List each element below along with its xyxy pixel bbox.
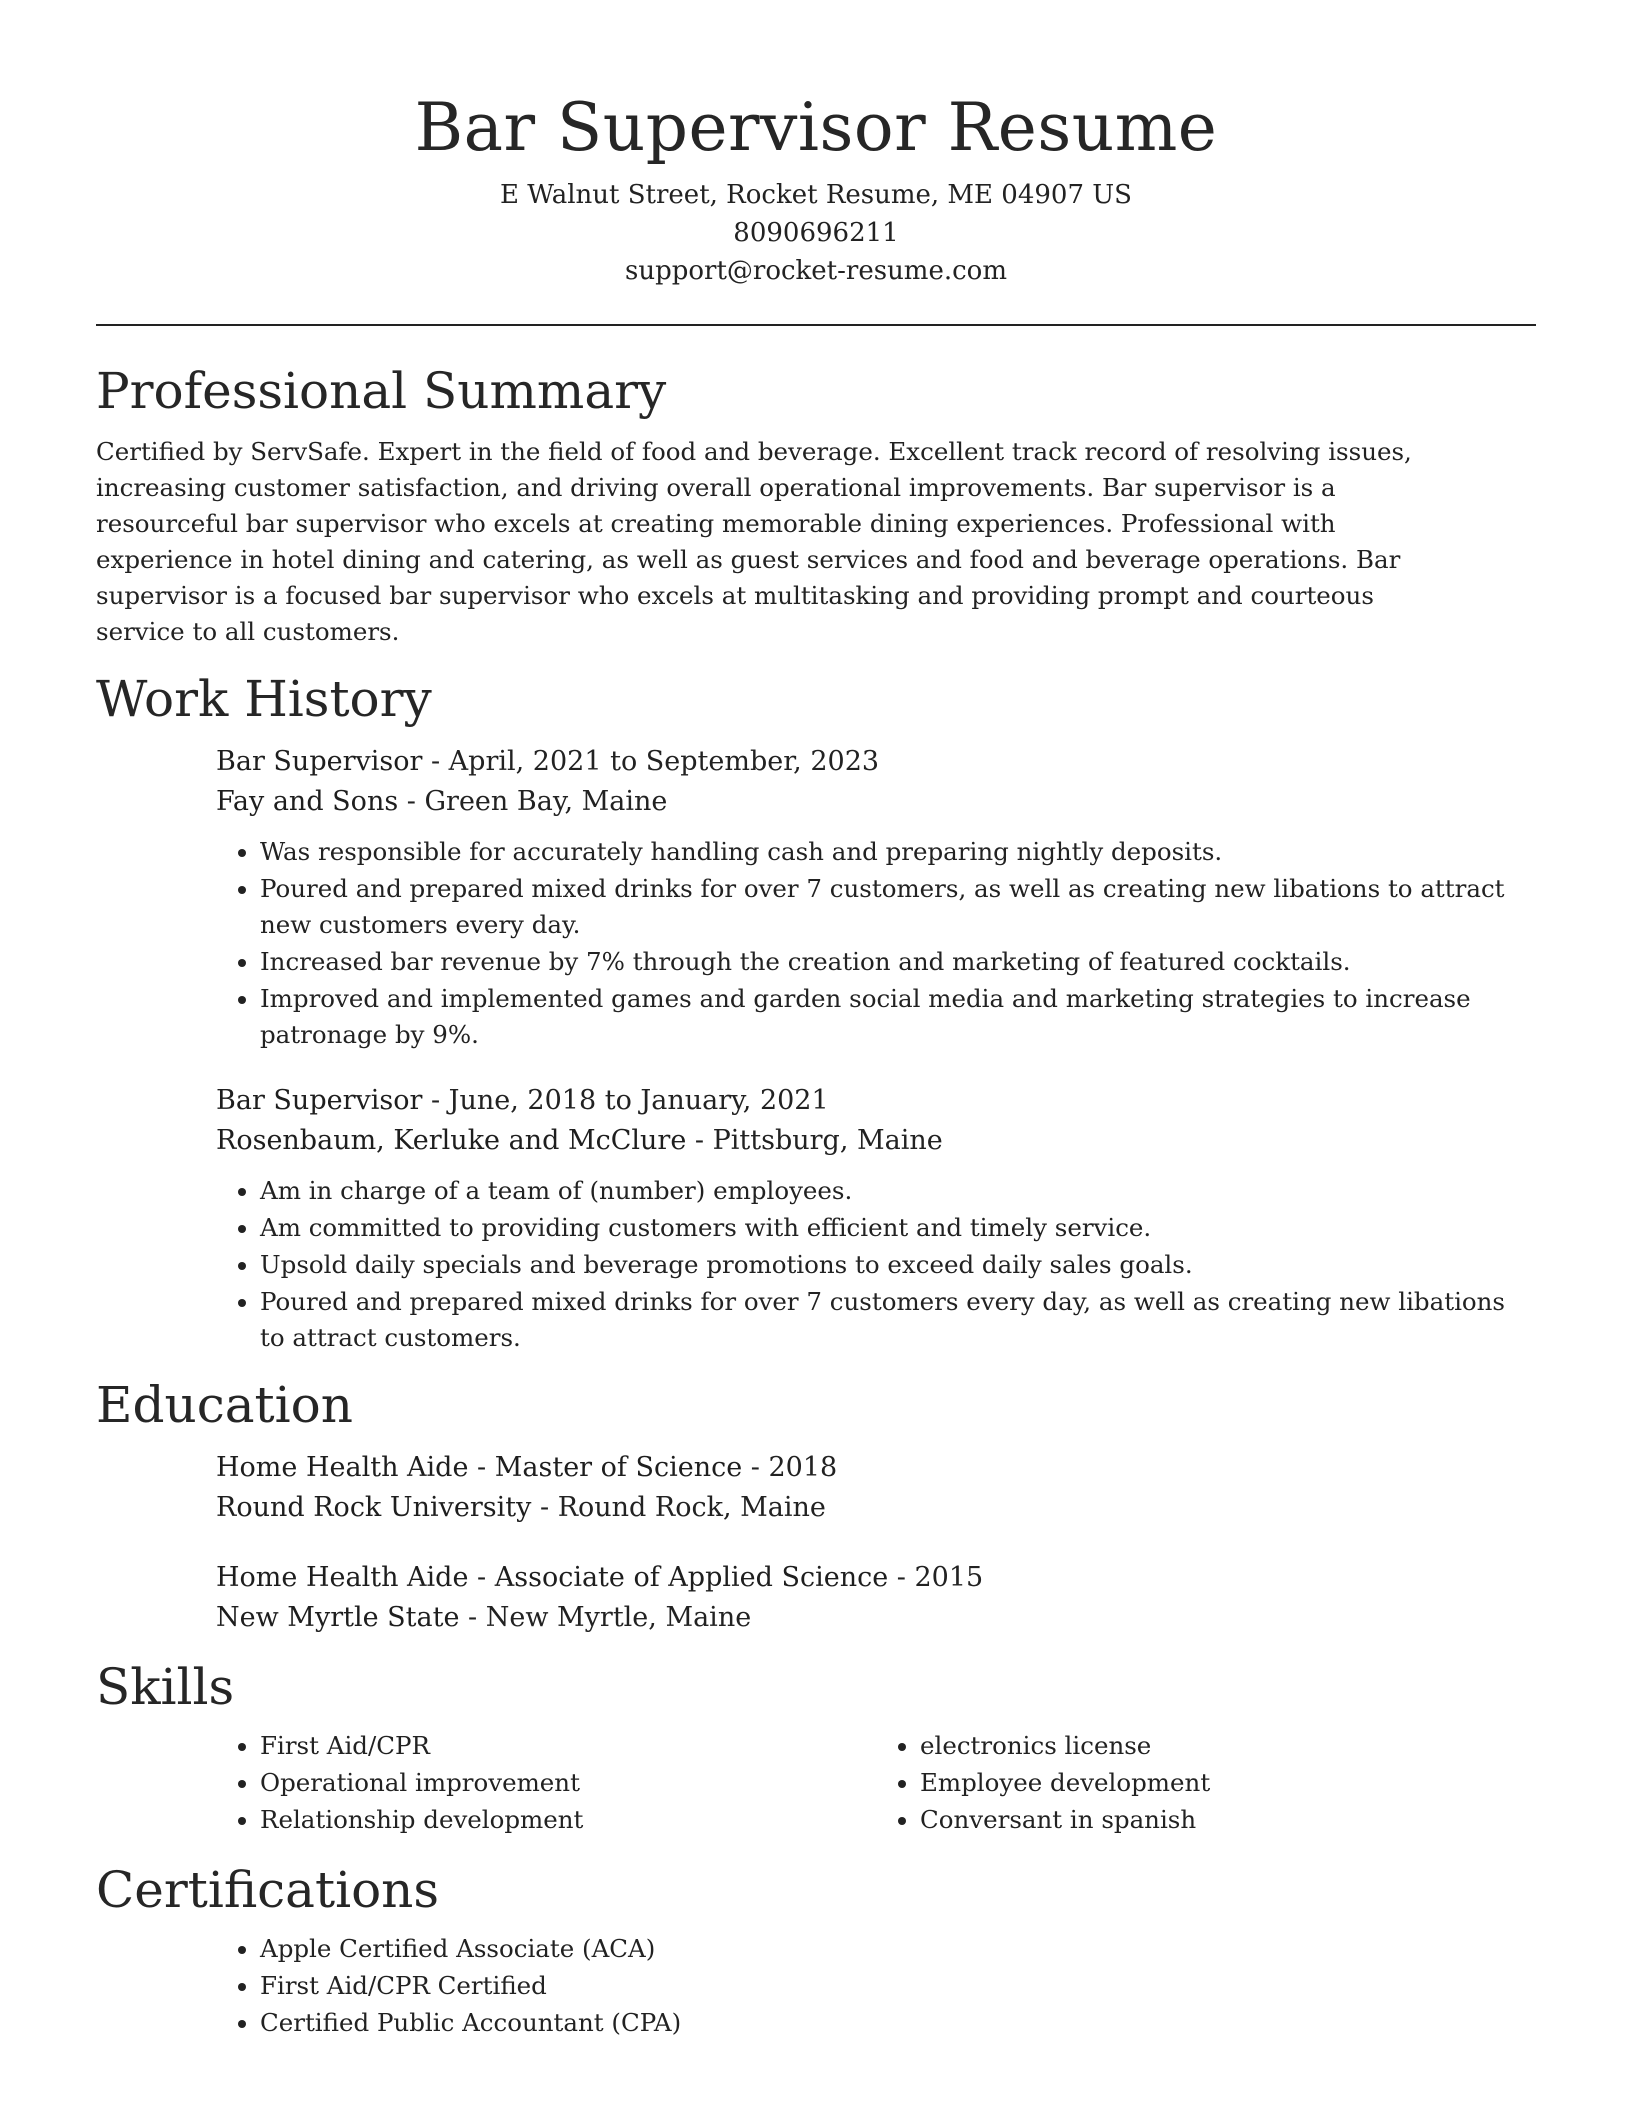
list-item: • Conversant in spanish	[920, 1802, 1536, 1838]
resume-header	[96, 0, 1536, 290]
skills-grid	[216, 1728, 1536, 1839]
job-location: - Green Bay, Maine	[398, 786, 668, 817]
summary-text: Certified by ServSafe. Expert in the field of food and beverage. Excellent track record of resolving issues, increasing customer satisfaction, and driving overall operational improvements. Bar supervisor is a resourceful bar supervisor who excels at creating memorable dining experiences. Professional with experience in hotel dining and catering, as well as guest services and food and beverage operations. Bar supervisor is a focused bar supervisor who excels at multitasking and providing prompt and courteous service to all customers.	[96, 437, 1412, 646]
list-item: • First Aid/CPR Certified	[260, 1968, 1536, 2004]
phone: 8090696211	[733, 218, 899, 248]
education-degree: - Master of Science	[468, 1452, 743, 1483]
education-section	[96, 1370, 1536, 1638]
list-item: • Relationship development	[260, 1802, 876, 1838]
job-location: - Pittsburg, Maine	[686, 1125, 943, 1156]
skills-left-list	[216, 1728, 876, 1839]
skills-right-list	[876, 1728, 1536, 1839]
section-title-skills: Skills	[96, 1658, 235, 1716]
education-school: Round Rock University	[216, 1492, 532, 1523]
education-year: - 2015	[888, 1562, 984, 1593]
job-entry	[216, 1081, 1536, 1356]
job-company-line	[216, 1121, 1536, 1161]
education-field: Home Health Aide	[216, 1562, 469, 1593]
address: E Walnut Street, Rocket Resume, ME 04907 US	[500, 180, 1132, 210]
job-dates: - April, 2021 to September, 2023	[422, 746, 880, 777]
summary-section	[96, 356, 1536, 650]
job-company-line	[216, 782, 1536, 822]
education-location: - Round Rock, Maine	[531, 1492, 826, 1523]
resume-title: Bar Supervisor Resume	[414, 89, 1218, 166]
list-item: • Improved and implemented games and garden social media and marketing strategies to increase patronage by 9%.	[260, 981, 1536, 1053]
job-entry	[216, 742, 1536, 1053]
section-title-summary: Professional Summary	[96, 362, 667, 420]
education-year: - 2018	[742, 1452, 838, 1483]
certifications-block	[216, 1931, 1536, 2041]
list-item: • electronics license	[920, 1728, 1536, 1764]
skills-section	[96, 1652, 1536, 1839]
education-degree: - Associate of Applied Science	[468, 1562, 889, 1593]
list-item: • Poured and prepared mixed drinks for over 7 customers, as well as creating new libations to attract new customers every day.	[260, 871, 1536, 943]
list-item: • Upsold daily specials and beverage promotions to exceed daily sales goals.	[260, 1247, 1536, 1283]
job-title-line	[216, 1081, 1536, 1121]
email: support@rocket-resume.com	[624, 256, 1007, 286]
list-item: • Am in charge of a team of (number) employees.	[260, 1173, 1536, 1209]
education-field: Home Health Aide	[216, 1452, 469, 1483]
resume-page	[96, 0, 1536, 2042]
section-title-education: Education	[96, 1376, 353, 1434]
section-title-work: Work History	[96, 670, 432, 728]
education-school: New Myrtle State	[216, 1602, 460, 1633]
list-item: • Certified Public Accountant (CPA)	[260, 2005, 1536, 2041]
section-title-certifications: Certifications	[96, 1861, 440, 1919]
contact-block	[96, 176, 1536, 290]
list-item: • Operational improvement	[260, 1765, 876, 1801]
education-school-line	[216, 1598, 1536, 1638]
header-divider	[96, 324, 1536, 326]
list-item: • Apple Certified Associate (ACA)	[260, 1931, 1536, 1967]
job-company: Rosenbaum, Kerluke and McClure	[216, 1125, 687, 1156]
job-bullets	[216, 1173, 1536, 1356]
education-location: - New Myrtle, Maine	[459, 1602, 752, 1633]
job-bullets	[216, 834, 1536, 1053]
work-section	[96, 664, 1536, 1356]
list-item: • Poured and prepared mixed drinks for over 7 customers every day, as well as creating new libations to attract customers.	[260, 1284, 1536, 1356]
education-entry	[216, 1558, 1536, 1638]
certifications-section	[96, 1855, 1536, 2041]
certifications-list	[216, 1931, 1536, 2041]
job-title-line	[216, 742, 1536, 782]
education-degree-line	[216, 1558, 1536, 1598]
job-role: Bar Supervisor	[216, 746, 423, 777]
list-item: • Am committed to providing customers with efficient and timely service.	[260, 1210, 1536, 1246]
education-entry	[216, 1448, 1536, 1528]
list-item: • Was responsible for accurately handling cash and preparing nightly deposits.	[260, 834, 1536, 870]
list-item: • First Aid/CPR	[260, 1728, 876, 1764]
education-degree-line	[216, 1448, 1536, 1488]
list-item: • Increased bar revenue by 7% through the creation and marketing of featured cocktails.	[260, 944, 1536, 980]
job-role: Bar Supervisor	[216, 1085, 423, 1116]
job-dates: - June, 2018 to January, 2021	[422, 1085, 829, 1116]
list-item: • Employee development	[920, 1765, 1536, 1801]
job-company: Fay and Sons	[216, 786, 399, 817]
education-school-line	[216, 1488, 1536, 1528]
